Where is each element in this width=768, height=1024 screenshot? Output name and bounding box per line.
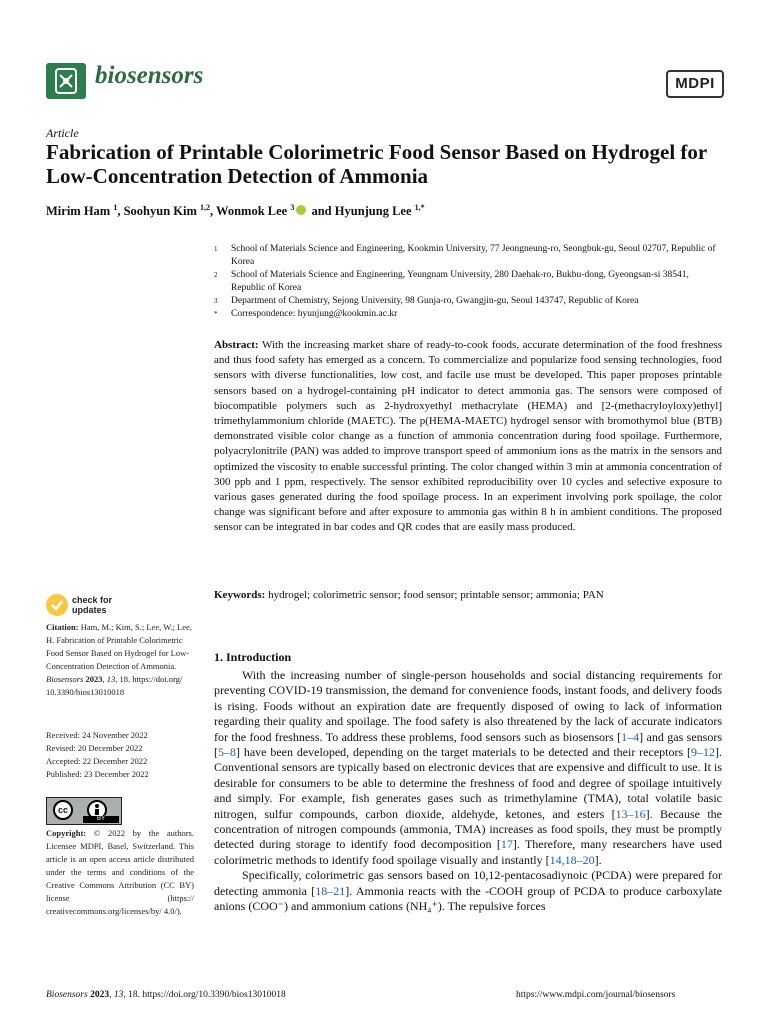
citation-text: Ham, M.; Kim, S.; Lee, W.; Lee, H. Fabrication of Printable Colorimetric Food Sensor Based on Hydrogel for Low-Concentration Detection of Ammonia. xyxy=(46,622,192,671)
date-accepted: Accepted: 22 December 2022 xyxy=(46,756,148,766)
text-run: Specifically, colorimetric gas sensors based on 10,12-pentacosadiynoic (PCDA) were prepared for detecting ammonia [ xyxy=(214,868,722,898)
reference-link[interactable]: 17 xyxy=(500,837,513,852)
affiliation-item xyxy=(214,269,724,295)
affiliation-number: 2 xyxy=(214,271,218,279)
author-name[interactable]: Hyunjung Lee xyxy=(334,204,412,219)
copyright-text: © 2022 by the authors. Licensee MDPI, Basel, Switzerland. This article is an open access article distributed under the terms and conditions of the Creative Commons Attribution (CC BY) license (https:// creativecommons.org/licenses/by/ 4.0/). xyxy=(46,828,194,916)
keywords xyxy=(214,589,722,601)
footer-journal-url[interactable]: https://www.mdpi.com/journal/biosensors xyxy=(516,990,676,1000)
affiliation-number: 3 xyxy=(214,297,218,305)
paragraph xyxy=(214,868,722,914)
affiliation-item xyxy=(214,295,724,308)
reference-link[interactable]: 9–12 xyxy=(691,745,715,760)
cc-icon: cc xyxy=(53,800,73,820)
check-updates-line1: check for xyxy=(72,595,113,605)
abstract-label: Abstract: xyxy=(214,339,259,351)
footer-journal: Biosensors xyxy=(46,990,88,1000)
citation-journal: Biosensors xyxy=(46,674,84,684)
text-run: ]. Ammonia reacts with the -COOH group of PCDA to produce carboxylate anions (COO⁻) and ammonium cations (NH₄⁺). The repulsive forces xyxy=(214,883,722,914)
text-run: ]. Because the concentration of nitrogen compounds (ammonia, TMA) increases as food spoils, they must be promptly detected during storage to identify food decomposition [ xyxy=(214,806,722,852)
author-list: Mirim Ham $^1$, Soohyun Kim $^{1,2}$, Wonmok Lee $^3$ and Hyunjung Lee $^{1,*}$ xyxy=(46,203,425,219)
keywords-text: hydrogel; colorimetric sensor; food sensor; printable sensor; ammonia; PAN xyxy=(268,589,604,601)
check-updates-line2: updates xyxy=(72,605,107,615)
reference-link[interactable]: 5–8 xyxy=(218,745,236,760)
reference-link[interactable]: 13–16 xyxy=(615,806,646,821)
text-run: ]. Conventional sensors are typically based on electronic devices that are expensive and difficult to use. It is desirable for consumers to be able to determine the freshness of food and degree of spoilage intuitively and simply. For example, fish generates gases such as trimethylamine (TMA), total volatile basic nitrogen, sulfur compounds, carbon dioxide, aldehyde, ketones, and esters [ xyxy=(214,745,722,821)
affiliation-item xyxy=(214,308,724,321)
check-updates-icon xyxy=(46,594,68,616)
text-run: ] have been developed, depending on the target materials to be detected and their receptors [ xyxy=(236,745,691,760)
citation-label: Citation: xyxy=(46,622,79,632)
abstract-text: With the increasing market share of ready-to-cook foods, accurate determination of the food freshness and thus food safety has emerged as a concern. To commercialize and popularize food sensing technologies, food sensors with diverse functionalities, low cost, and facile use must be developed. This paper proposes printable sensors based on a hydrogel-containing pH indicator to detect ammonia gas. The sensors were composed of biocompatible polymers such as 2-hydroxyethyl methacrylate (HEMA) and [2-(methacryloyloxy)ethyl] trimethylammonium chloride (MAETC). The p(HEMA-MAETC) hydrogel sensor with bromothymol blue (BTB) demonstrated visible color change as a function of ammonia concentration during food spoilage. Furthermore, polyacrylonitrile (PAN) was added to improve transport speed of ammonium ions as the matrix in the sensors and optimized the viscosity to enable successful printing. The color changed within 3 min at ammonia concentration of 300 ppb and 1 ppm, respectively. The sensor exhibited reproducibility over 10 cycles and selective exposure to various gases generated during the food spoilage process. In an experiment involving pork spoilage, the color change was significant before and after exposure to ammonia gas within 8 h in ambient conditions. The proposed sensor can be integrated in bar codes and QR codes that are easily mass produced. xyxy=(214,339,722,534)
text-run: With the increasing number of single-person households and social distancing requirements for preventing COVID-19 transmission, the demand for convenience foods, instant foods, and delivery foods is rising. Foods without an expiration date are frequently disposed of owing to lack of information regarding their quality and spoilage. The food safety is also threatened by the lack of accurate indicators for the food freshness. To address these problems, food sensors such as biosensors [ xyxy=(214,668,722,744)
affiliation-text: School of Materials Science and Engineering, Yeungnam University, 280 Daehak-ro, Bukbu-dong, Gyeongsan-si 38541, Republic of Korea xyxy=(231,270,689,293)
citation: Citation: Ham, M.; Kim, S.; Lee, W.; Lee, H. Fabrication of Printable Colorimetric Food Sensor Based on Hydrogel for Low-Concentration Detection of Ammonia. Biosensors 2023, 13, 18. https://doi.org/ 10.3390/bios13010018 xyxy=(46,622,192,697)
author-affiliation: 3 xyxy=(290,203,295,212)
check-updates-label xyxy=(72,595,112,615)
cc-by-label: BY xyxy=(83,816,119,823)
article-title: Fabrication of Printable Colorimetric Food Sensor Based on Hydrogel for Low-Concentration Detection of Ammonia xyxy=(46,140,707,188)
footer-doi[interactable]: , 18. https://doi.org/10.3390/bios13010018 xyxy=(123,990,286,1000)
article-type: Article xyxy=(46,126,79,140)
check-for-updates-button[interactable] xyxy=(46,594,166,618)
citation-doi[interactable]: , 18. https://doi.org/ 10.3390/bios13010018 xyxy=(46,674,183,697)
date-received: Received: 24 November 2022 xyxy=(46,730,148,740)
affiliation-item xyxy=(214,243,724,269)
publisher-logo: MDPI xyxy=(666,70,724,98)
body-text xyxy=(214,668,722,915)
reference-link[interactable]: 18–21 xyxy=(315,883,346,898)
date-published: Published: 23 December 2022 xyxy=(46,769,149,779)
affiliation-text: Department of Chemistry, Sejong University, 98 Gunja-ro, Gwangjin-gu, Seoul 143747, Republic of Korea xyxy=(231,296,639,306)
section-heading: 1. Introduction xyxy=(214,650,292,664)
publication-dates xyxy=(46,729,194,781)
cc-license-badge[interactable] xyxy=(46,797,122,825)
footer-volume: 13 xyxy=(113,990,124,1000)
affiliation-number: 1 xyxy=(214,245,218,253)
affiliations xyxy=(214,243,724,321)
author-name[interactable]: Mirim Ham xyxy=(46,204,111,219)
orcid-icon[interactable] xyxy=(296,205,306,215)
author-name[interactable]: Soohyun Kim xyxy=(123,204,197,219)
journal-name: biosensors xyxy=(95,62,204,89)
text-run: ] and gas sensors [ xyxy=(214,729,722,760)
footer-year: 2023 xyxy=(90,990,110,1000)
date-revised: Revised: 20 December 2022 xyxy=(46,743,143,753)
reference-link[interactable]: 14,18–20 xyxy=(549,852,595,867)
footer-citation: Biosensors 2023, 13, 18. https://doi.org/10.3390/bios13010018 xyxy=(46,990,286,1000)
copyright-label: Copyright: xyxy=(46,828,87,838)
affiliation-number: * xyxy=(214,310,218,318)
author-name[interactable]: Wonmok Lee xyxy=(216,204,288,219)
journal-logo-icon xyxy=(46,63,86,99)
correspondence-email[interactable]: Correspondence: hyunjung@kookmin.ac.kr xyxy=(231,309,398,319)
copyright xyxy=(46,827,194,918)
text-run: ]. xyxy=(594,852,602,867)
text-run: ]. Therefore, many researchers have used colorimetric methods to identify food spoilage visually and instantly [ xyxy=(214,837,723,867)
abstract xyxy=(214,338,722,536)
author-affiliation: 1,2 xyxy=(200,203,211,212)
reference-link[interactable]: 1–4 xyxy=(621,729,640,744)
affiliation-text: School of Materials Science and Engineering, Kookmin University, 77 Jeongneung-ro, Seongbuk-gu, Seoul 02707, Republic of Korea xyxy=(231,244,716,267)
citation-volume: 13 xyxy=(106,674,116,684)
paragraph xyxy=(214,668,722,868)
citation-year: 2023 xyxy=(85,674,103,684)
author-affiliation: 1 xyxy=(113,203,118,212)
author-affiliation: 1,* xyxy=(414,203,425,212)
keywords-label: Keywords: xyxy=(214,589,266,601)
